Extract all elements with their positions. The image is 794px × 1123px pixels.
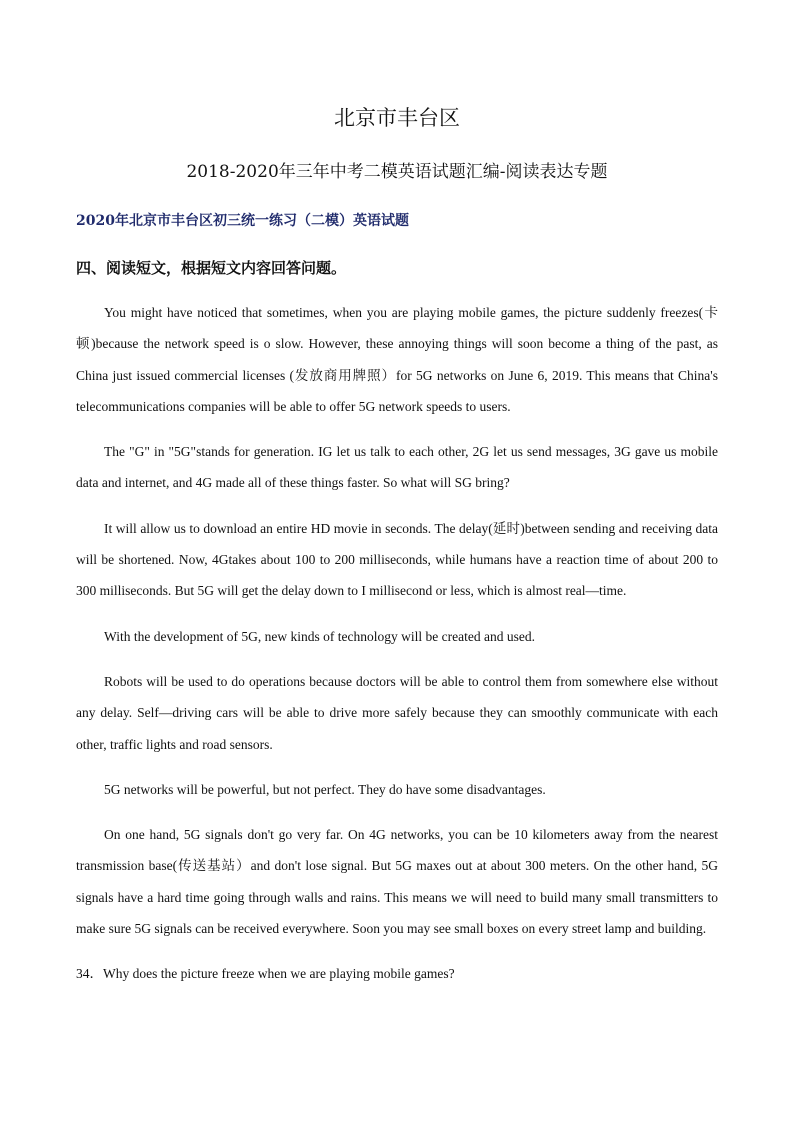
paragraph: With the development of 5G, new kinds of technology will be created and used.: [104, 628, 535, 644]
paragraph: Robots will be used to do operations because doctors will be able to control them from somewhere else without any delay. Self—driving cars will be able to drive more safely because they can smoothly communicate with each other, traffic lights and road sensors.: [76, 673, 718, 752]
question-34: 34．Why does the picture freeze when we are playing mobile games?: [76, 966, 455, 982]
document-title: 北京市丰台区: [334, 106, 460, 130]
paragraph: The "G" in "5G"stands for generation. IG let us talk to each other, 2G let us send messages, 3G gave us mobile data and internet, and 4G made all of these things faster. So what will SG bring?: [76, 444, 718, 491]
paragraph: You might have noticed that sometimes, when you are playing mobile games, the picture suddenly freezes(卡顿)because the network speed is o slow. However, these annoying things will soon become a thing of the past, as China just issued commercial licenses (发放商用牌照）for 5G networks on June 6, 2019. This means that China's telecommunications companies will be able to offer 5G network speeds to users.: [76, 305, 718, 414]
exam-heading: 2020年北京市丰台区初三统一练习（二模）英语试题: [76, 213, 409, 229]
paragraph: It will allow us to download an entire HD movie in seconds. The delay(延时)between sending and receiving data will be shortened. Now, 4Gtakes about 100 to 200 milliseconds, while humans have a reaction time of about 200 to 300 milliseconds. But 5G will get the delay down to I millisecond or less, which is almost real—time.: [76, 520, 718, 599]
document-subtitle: 2018-2020年三年中考二模英语试题汇编-阅读表达专题: [186, 162, 608, 182]
paragraph: 5G networks will be powerful, but not perfect. They do have some disadvantages.: [104, 781, 546, 797]
paragraph: On one hand, 5G signals don't go very far. On 4G networks, you can be 10 kilometers away from the nearest transmission base(传送基站）and don't lose signal. But 5G maxes out at about 300 meters. On the other hand, 5G signals have a hard time going through walls and rains. This means we will need to build many small transmitters to make sure 5G signals can be received everywhere. Soon you may see small boxes on every street lamp and building.: [76, 827, 718, 937]
section-heading: 四、阅读短文，根据短文内容回答问题。: [76, 259, 347, 277]
reading-passage: [76, 297, 718, 990]
